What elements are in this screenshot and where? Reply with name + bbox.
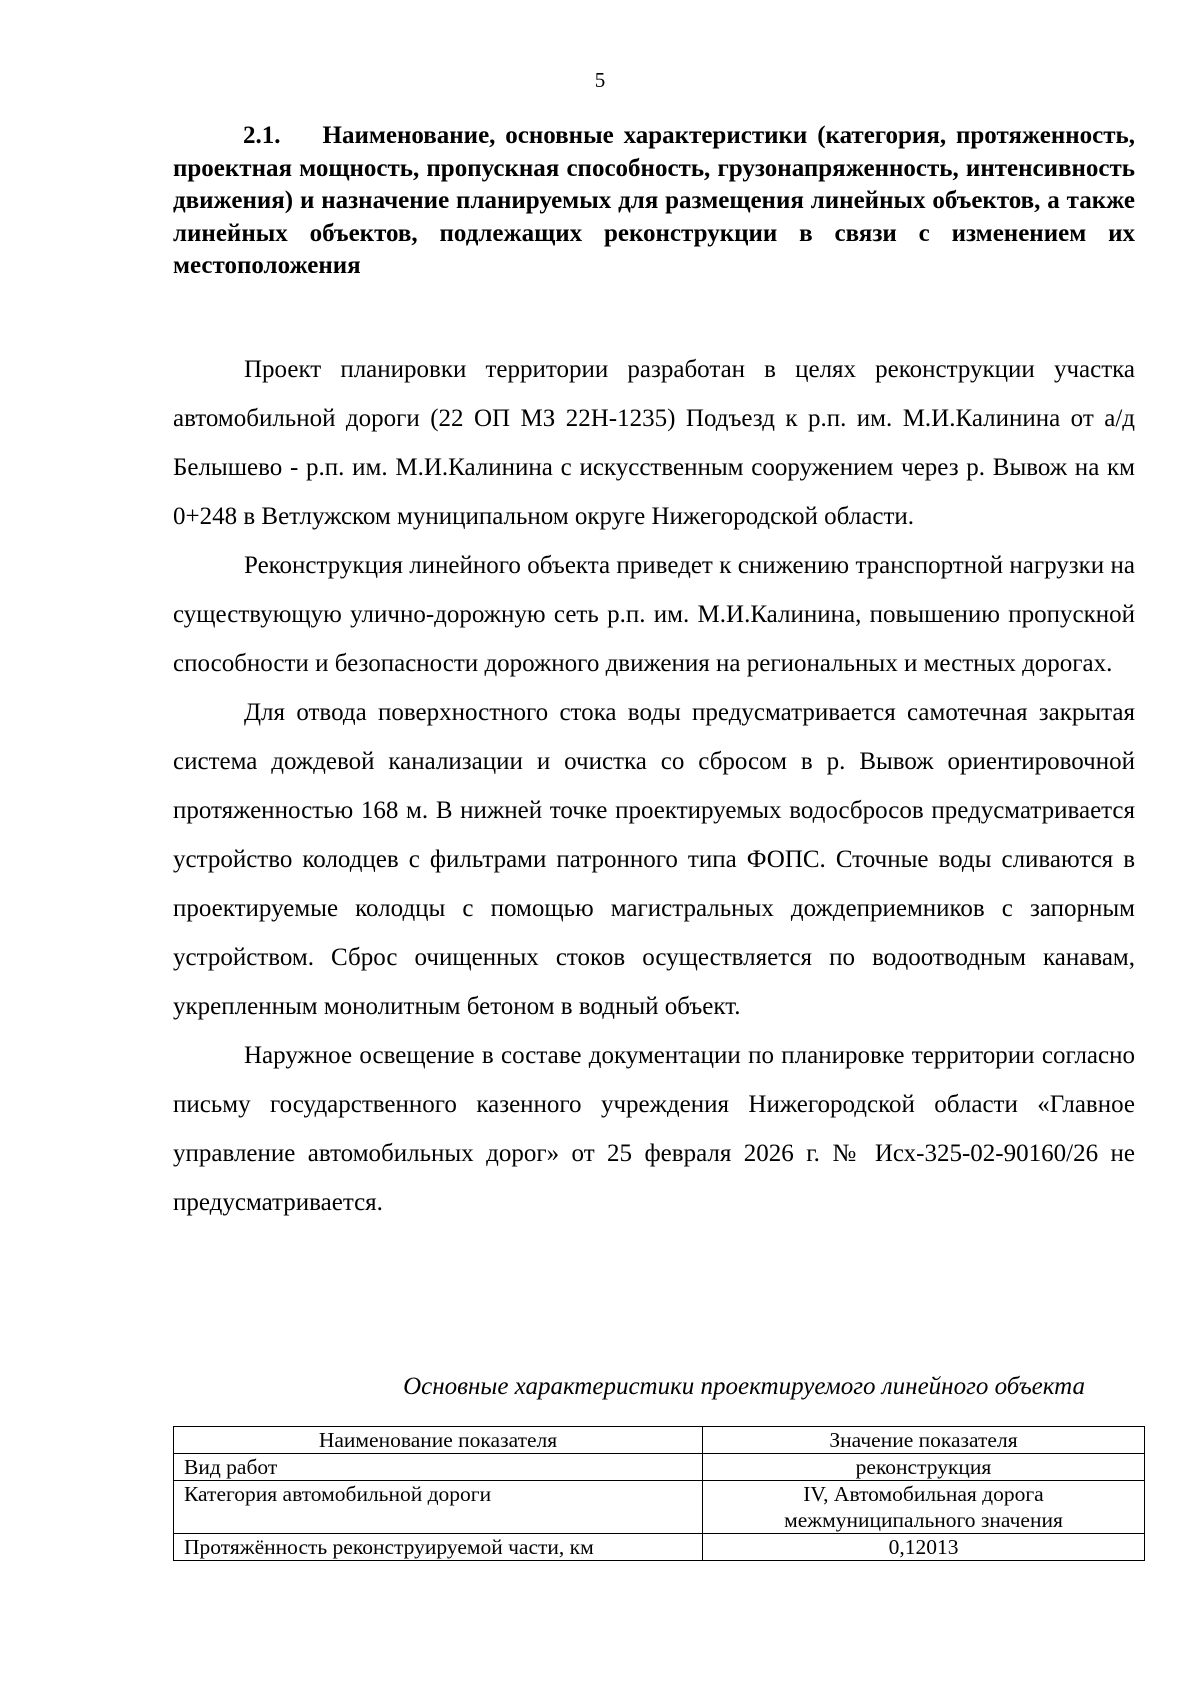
paragraph: Наружное освещение в составе документации по планировке территории согласно письму государственного казенного учреждения Нижегородской области «Главное управление автомобильных дорог» от 25 февраля 2026 г. № Исх-325-02-90160/26 не предусматривается. xyxy=(173,1042,1135,1216)
page-number: 5 xyxy=(594,68,606,92)
table-cell-value: 0,12013 xyxy=(703,1534,1145,1561)
table-cell-name: Категория автомобильной дороги xyxy=(174,1481,703,1534)
table-caption: Основные характеристики проектируемого линейного объекта xyxy=(403,1373,1085,1400)
table-row xyxy=(174,1534,1145,1561)
section-title: Наименование, основные характеристики (категория, протяженность, проектная мощность, пропускная способность, грузонапряженность, интенсивность движения) и назначение планируемых для размещения линейных объектов, а также линейных объектов, подлежащих реконструкции в связи с изменением их местоположения xyxy=(173,122,1135,280)
paragraph: Проект планировки территории разработан в целях реконструкции участка автомобильной дороги (22 ОП МЗ 22Н-1235) Подъезд к р.п. им. М.И.Калинина от а/д Белышево - р.п. им. М.И.Калинина с искусственным сооружением через р. Вывож на км 0+248 в Ветлужском муниципальном округе Нижегородской области. xyxy=(173,356,1135,530)
column-header-value: Значение показателя xyxy=(703,1427,1145,1454)
paragraph: Для отвода поверхностного стока воды предусматривается самотечная закрытая система дождевой канализации и очистка со сбросом в р. Вывож ориентировочной протяженностью 168 м. В нижней точке проектируемых водосбросов предусматривается устройство колодцев с фильтрами патронного типа ФОПС. Сточные воды сливаются в проектируемые колодцы с помощью магистральных дождеприемников с запорным устройством. Сброс очищенных стоков осуществляется по водоотводным канавам, укрепленным монолитным бетоном в водный объект. xyxy=(173,699,1135,1020)
table-cell-name: Вид работ xyxy=(174,1454,703,1481)
paragraph: Реконструкция линейного объекта приведет к снижению транспортной нагрузки на существующую улично-дорожную сеть р.п. им. М.И.Калинина, повышению пропускной способности и безопасности дорожного движения на региональных и местных дорогах. xyxy=(173,552,1135,677)
section-number: 2.1. xyxy=(243,122,281,149)
column-header-name: Наименование показателя xyxy=(174,1427,703,1454)
characteristics-table xyxy=(173,1426,1145,1561)
table-row xyxy=(174,1481,1145,1534)
table-cell-value: IV, Автомобильная дорога межмуниципального значения xyxy=(703,1481,1145,1534)
table-header-row xyxy=(174,1427,1145,1454)
table-row xyxy=(174,1454,1145,1481)
table-cell-value: реконструкция xyxy=(703,1454,1145,1481)
table-cell-name: Протяжённость реконструируемой части, км xyxy=(174,1534,703,1561)
body-text xyxy=(173,345,1135,1227)
section-heading xyxy=(173,120,1135,283)
